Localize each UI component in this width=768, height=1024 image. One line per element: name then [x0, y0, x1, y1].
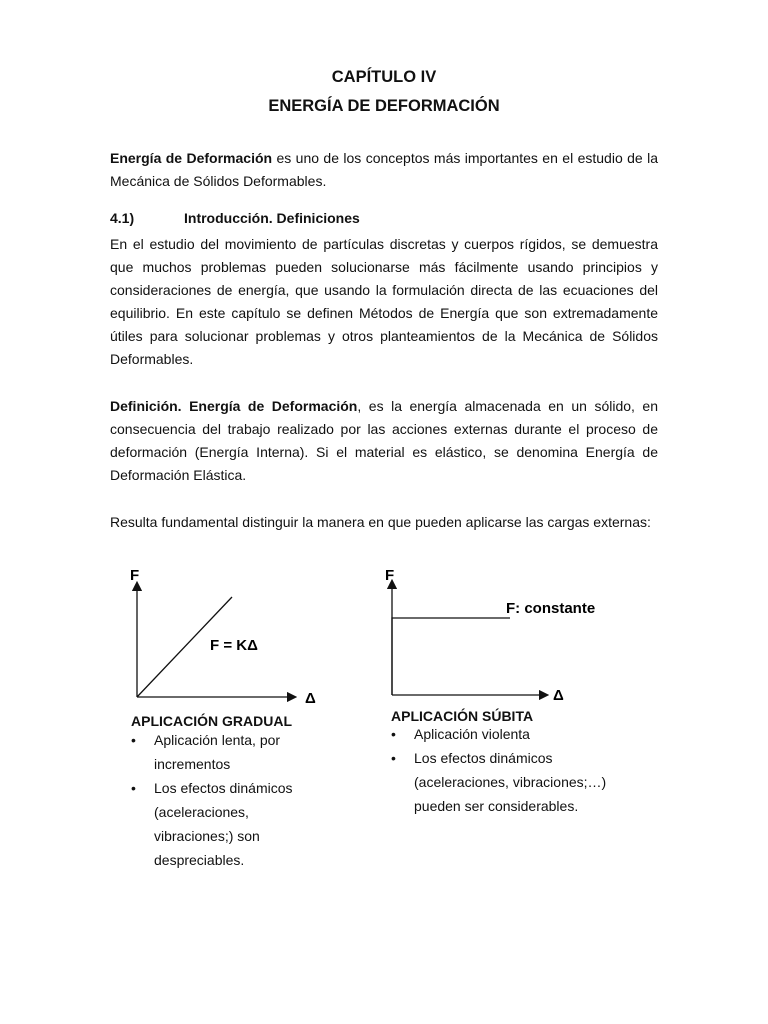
list-item: • Los efectos dinámicos (aceleraciones, vibraciones;) son despreciables. [131, 776, 331, 872]
lead-in-text: Resulta fundamental distinguir la manera en que pueden aplicarse las cargas externas: [110, 514, 651, 530]
gradual-label: APLICACIÓN GRADUAL [131, 713, 292, 729]
chapter-title: ENERGÍA DE DEFORMACIÓN [268, 97, 500, 115]
sudden-load-line [392, 618, 510, 695]
gradual-y-axis-label: F [130, 567, 140, 584]
intro-bold-term: Energía de Deformación [110, 150, 273, 166]
gradual-load-chart [120, 560, 320, 710]
intro-text: es uno de los conceptos más importantes en el estudio de la Mecánica de Sólidos Deformables. [110, 150, 658, 189]
sudden-x-axis-label: Δ [553, 687, 564, 704]
sudden-label: APLICACIÓN SÚBITA [391, 708, 534, 724]
list-item: • Aplicación violenta [391, 722, 631, 746]
intro-paragraph [110, 147, 658, 193]
gradual-x-axis-label: Δ [305, 690, 316, 707]
sudden-bullet-list [391, 722, 631, 818]
chapter-number: CAPÍTULO IV [331, 68, 437, 86]
list-item: • Los efectos dinámicos (aceleraciones, vibraciones;…) pueden ser considerables. [391, 746, 631, 818]
gradual-bullet-list [131, 728, 331, 872]
sudden-annotation: F: constante [506, 600, 596, 617]
list-item: • Aplicación lenta, por incrementos [131, 728, 331, 776]
definition-text: , es la energía almacenada en un sólido, en consecuencia del trabajo realizado por las acciones externas durante el proceso de deformación (Energía Interna). Si el material es elástico, se denomina Energía de Deformación Elástica. [110, 398, 658, 483]
definition-bold-term: Definición. Energía de Deformación [110, 398, 358, 414]
section-number: 4.1) [110, 210, 135, 226]
definition-paragraph [110, 395, 658, 487]
section-title: Introducción. Definiciones [184, 210, 360, 226]
sudden-load-chart [374, 560, 614, 710]
section-paragraph: En el estudio del movimiento de partículas discretas y cuerpos rígidos, se demuestra que muchos problemas pueden solucionarse más fácilmente usando principios y consideraciones de energía, que usando la formulación directa de las ecuaciones del equilibrio. En este capítulo se definen Métodos de Energía que son extremadamente útiles para solucionar problemas y otros planteamientos de la Mecánica de Sólidos Deformables. [110, 236, 658, 367]
section-heading [110, 210, 360, 226]
sudden-y-axis-label: F [385, 567, 395, 584]
gradual-annotation: F = KΔ [210, 637, 258, 654]
